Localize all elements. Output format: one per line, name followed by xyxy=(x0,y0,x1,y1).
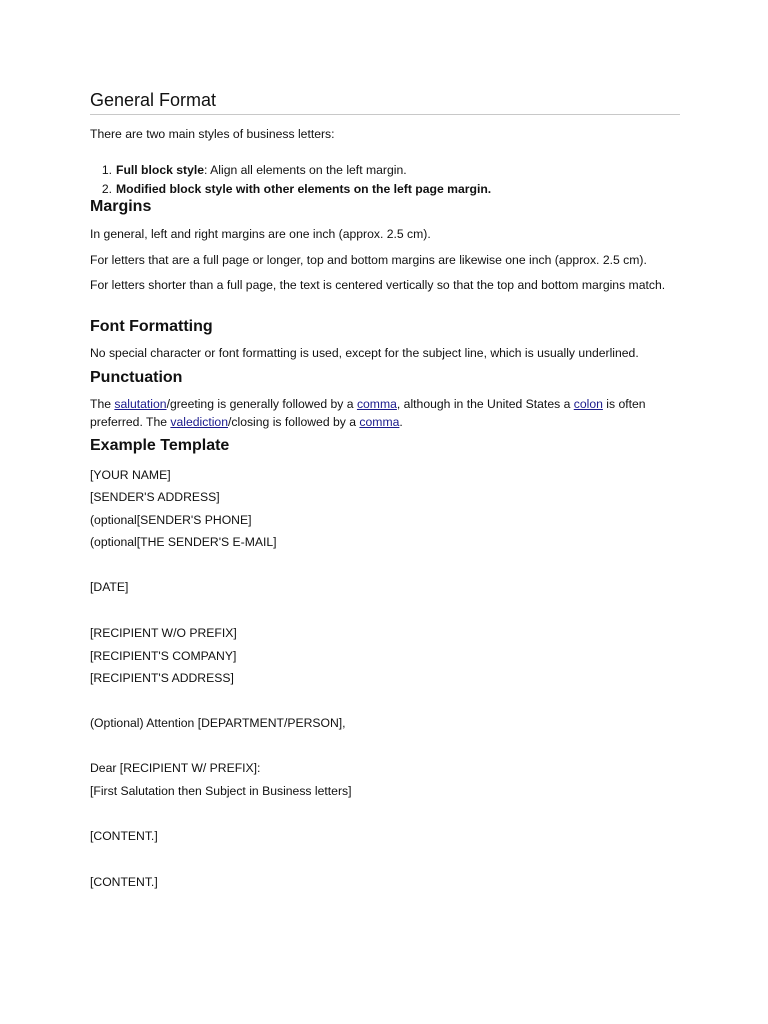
valediction-link[interactable]: valediction xyxy=(170,415,228,429)
template-line: [First Salutation then Subject in Business letters] xyxy=(90,784,352,798)
punctuation-heading: Punctuation xyxy=(90,369,183,386)
template-line: (optional[THE SENDER'S E-MAIL] xyxy=(90,535,277,549)
template-line: [RECIPIENT W/O PREFIX] xyxy=(90,626,237,640)
template-line: [YOUR NAME] xyxy=(90,468,171,482)
list-item-text: : Align all elements on the left margin. xyxy=(204,163,407,177)
template-line: [RECIPIENT'S ADDRESS] xyxy=(90,671,234,685)
list-item xyxy=(101,161,407,179)
salutation-link[interactable]: salutation xyxy=(114,397,167,411)
margins-paragraph: For letters that are a full page or longer, top and bottom margins are likewise one inch (approx. 2.5 cm). xyxy=(90,253,647,267)
list-item-bold: Full block style xyxy=(116,163,205,177)
template-line: [CONTENT.] xyxy=(90,829,158,843)
font-formatting-paragraph: No special character or font formatting is used, except for the subject line, which is usually underlined. xyxy=(90,346,639,360)
font-formatting-heading: Font Formatting xyxy=(90,318,213,335)
punctuation-paragraph: The salutation/greeting is generally followed by a comma, although in the United States a colon is often preferred. The valediction/closing is followed by a comma. xyxy=(90,397,646,429)
list-item xyxy=(101,180,492,198)
example-template-heading: Example Template xyxy=(90,437,230,454)
template-line: (Optional) Attention [DEPARTMENT/PERSON], xyxy=(90,716,346,730)
template-line: [CONTENT.] xyxy=(90,875,158,889)
template-line: [SENDER'S ADDRESS] xyxy=(90,490,220,504)
margins-heading: Margins xyxy=(90,198,152,215)
margins-paragraph: In general, left and right margins are one inch (approx. 2.5 cm). xyxy=(90,227,431,241)
list-number: 2. xyxy=(101,182,112,196)
template-line: (optional[SENDER'S PHONE] xyxy=(90,513,252,527)
list-item-bold: Modified block style with other elements on the left page margin. xyxy=(116,182,492,196)
list-number: 1. xyxy=(101,163,112,177)
template-line: [DATE] xyxy=(90,580,129,594)
page-title: General Format xyxy=(90,89,680,115)
template-line: Dear [RECIPIENT W/ PREFIX]: xyxy=(90,761,261,775)
colon-link[interactable]: colon xyxy=(573,397,603,411)
intro-text: There are two main styles of business letters: xyxy=(90,127,335,141)
margins-paragraph: For letters shorter than a full page, the text is centered vertically so that the top and bottom margins match. xyxy=(90,278,666,292)
comma-link[interactable]: comma xyxy=(356,397,397,411)
comma-link[interactable]: comma xyxy=(359,415,400,429)
template-line: [RECIPIENT'S COMPANY] xyxy=(90,649,237,663)
